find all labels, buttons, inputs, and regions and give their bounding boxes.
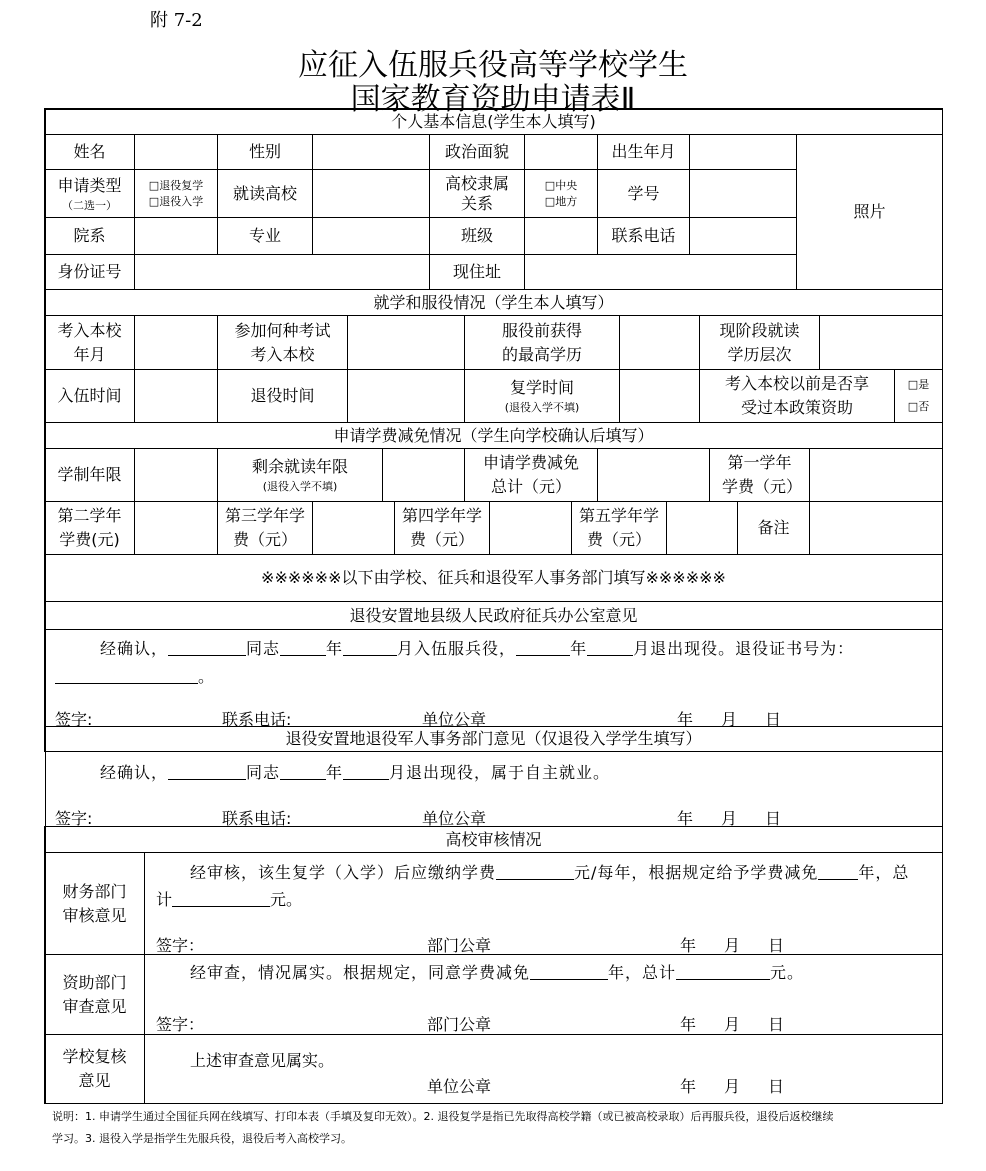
label-y2: 第二学年学费(元) (44, 501, 135, 555)
label-school: 就读高校 (217, 169, 313, 218)
field-exam[interactable] (347, 315, 465, 370)
field-major[interactable] (312, 217, 430, 255)
page-title: 应征入伍服兵役高等学校学生 (298, 48, 688, 83)
field-discharge[interactable] (347, 369, 465, 423)
label-y3: 第三学年学费（元） (217, 501, 313, 555)
blank[interactable] (280, 763, 326, 780)
label-total: 申请学费减免总计（元） (464, 448, 598, 502)
month-label: 月 (721, 809, 738, 828)
label-enroll: 考入本校年月 (44, 315, 135, 370)
field-y3[interactable] (312, 501, 395, 555)
conscription-text (100, 636, 854, 659)
text: 计 (156, 890, 173, 909)
remain-label: 剩余就读年限 (251, 457, 348, 477)
label-finance: 财务部门审核意见 (44, 852, 145, 955)
label-enlist: 入伍时间 (44, 369, 135, 423)
blank[interactable] (168, 639, 246, 656)
blank[interactable] (168, 763, 246, 780)
blank[interactable] (818, 863, 858, 880)
type-options (134, 169, 218, 218)
text: 同志 (246, 763, 281, 782)
field-birth[interactable] (689, 134, 797, 170)
month-label: 月 (724, 936, 741, 955)
label-y1: 第一学年学费（元） (709, 448, 810, 502)
checkbox-central[interactable]: □中央 (544, 179, 578, 193)
year-label: 年 (680, 936, 697, 955)
seal-label: 单位公章 (422, 710, 487, 729)
affiliation-options (524, 169, 598, 218)
label-level: 现阶段就读学历层次 (699, 315, 820, 370)
year-label: 年 (680, 1015, 697, 1034)
funded-options (894, 369, 943, 423)
text: 月退出现役。退役证书号为： (633, 639, 855, 658)
label-id: 身份证号 (44, 254, 135, 290)
year-label: 年 (677, 809, 694, 828)
day-label: 日 (768, 936, 785, 955)
annex-number: 附 7-2 (150, 10, 203, 31)
field-edu[interactable] (619, 315, 700, 370)
type-note: （二选一） (62, 198, 117, 212)
sign-label: 签字： (156, 936, 205, 955)
text: 元/每年，根据规定给予学费减免 (574, 863, 819, 882)
review-text: 上述审查意见属实。 (190, 1051, 335, 1070)
label-student-no: 学号 (597, 169, 690, 218)
section-header-tuition: 申请学费减免情况（学生向学校确认后填写） (44, 422, 943, 449)
field-total[interactable] (597, 448, 710, 502)
checkbox-enter-study[interactable]: □退役入学 (148, 194, 204, 208)
label-review: 学校复核意见 (44, 1034, 145, 1104)
section-header-review: 高校审核情况 (44, 826, 943, 853)
unit-seal-label: 单位公章 (427, 1077, 492, 1096)
footnote-line-2: 学习。3. 退役入学是指学生先服兵役，退役后考入高校学习。 (52, 1132, 352, 1145)
blank[interactable] (172, 890, 270, 907)
phone-label: 联系电话: (222, 710, 292, 729)
label-affiliation: 高校隶属关系 (429, 169, 525, 218)
field-remark[interactable] (809, 501, 943, 555)
section-header-personal: 个人基本信息(学生本人填写) (44, 108, 943, 135)
aid-text (190, 960, 804, 983)
day-label: 日 (765, 710, 782, 729)
phone-label: 联系电话: (222, 809, 292, 828)
label-political: 政治面貌 (429, 134, 525, 170)
blank[interactable] (530, 963, 608, 980)
blank[interactable] (516, 639, 570, 656)
text: 年，总计 (608, 963, 677, 982)
field-gender[interactable] (312, 134, 430, 170)
dept-seal-label: 部门公章 (427, 1015, 492, 1034)
page-subtitle: 国家教育资助申请表Ⅱ (350, 82, 636, 117)
day-label: 日 (768, 1015, 785, 1034)
field-level[interactable] (819, 315, 943, 370)
label-birth: 出生年月 (597, 134, 690, 170)
blank[interactable] (496, 863, 574, 880)
field-y4[interactable] (489, 501, 572, 555)
blank[interactable] (587, 639, 633, 656)
month-label: 月 (724, 1077, 741, 1096)
text: 经审核，该生复学（入学）后应缴纳学费 (190, 863, 497, 882)
text: 经确认， (100, 763, 169, 782)
label-y4: 第四学年学费（元） (394, 501, 490, 555)
text: 月入伍服兵役， (397, 639, 517, 658)
section-header-service: 就学和服役情况（学生本人填写） (44, 289, 943, 316)
blank[interactable] (343, 639, 397, 656)
type-label: 申请类型 (57, 175, 122, 195)
checkbox-return-study[interactable]: □退役复学 (148, 179, 204, 193)
seal-label: 单位公章 (422, 809, 487, 828)
blank[interactable] (280, 639, 326, 656)
label-y5: 第五学年学费（元） (571, 501, 667, 555)
sign-label: 签字: (55, 710, 93, 729)
label-type (44, 169, 135, 218)
label-major: 专业 (217, 217, 313, 255)
section-header-veterans: 退役安置地退役军人事务部门意见（仅退役入学学生填写） (44, 726, 943, 752)
section-header-conscription: 退役安置地县级人民政府征兵办公室意见 (44, 601, 943, 630)
label-discharge: 退役时间 (217, 369, 348, 423)
text: 年，总 (858, 863, 910, 882)
footnote-line-1: 说明：1. 申请学生通过全国征兵网在线填写、打印本表（手填及复印无效）。2. 退役复学是指已先取得高校学籍（或已被高校录取）后再服兵役，退役后返校继续 (52, 1110, 834, 1123)
dept-seal-label: 部门公章 (427, 936, 492, 955)
label-address: 现住址 (429, 254, 525, 290)
sign-label: 签字： (156, 1015, 205, 1034)
field-resume[interactable] (619, 369, 700, 423)
remain-note: (退役入学不填) (262, 480, 338, 494)
field-address[interactable] (524, 254, 797, 290)
resume-note: (退役入学不填) (504, 401, 580, 415)
text: 年 (326, 639, 344, 658)
label-aid: 资助部门审查意见 (44, 954, 145, 1035)
field-remain[interactable] (382, 448, 465, 502)
field-class[interactable] (524, 217, 598, 255)
label-edu: 服役前获得的最高学历 (464, 315, 620, 370)
text: 经确认， (100, 639, 169, 658)
field-y2[interactable] (134, 501, 218, 555)
text: 年 (570, 639, 588, 658)
blank[interactable] (676, 963, 770, 980)
text: 经审查，情况属实。根据规定，同意学费减免 (190, 963, 531, 982)
text: 元。 (270, 890, 303, 909)
text: 。 (198, 667, 215, 686)
year-label: 年 (680, 1077, 697, 1096)
month-label: 月 (721, 710, 738, 729)
field-enroll[interactable] (134, 315, 218, 370)
text: 月退出现役，属于自主就业。 (389, 763, 611, 782)
year-label: 年 (677, 710, 694, 729)
field-y1[interactable] (809, 448, 943, 502)
checkbox-no[interactable]: □否 (907, 400, 930, 413)
finance-text-2 (156, 887, 302, 910)
blank[interactable] (343, 763, 389, 780)
label-dept: 院系 (44, 217, 135, 255)
field-years[interactable] (134, 448, 218, 502)
field-enlist[interactable] (134, 369, 218, 423)
finance-text (190, 860, 909, 883)
label-phone: 联系电话 (597, 217, 690, 255)
label-remark: 备注 (737, 501, 810, 555)
field-student-no[interactable] (689, 169, 797, 218)
field-name[interactable] (134, 134, 218, 170)
label-resume (464, 369, 620, 423)
authority-banner: ※※※※※※以下由学校、征兵和退役军人事务部门填写※※※※※※ (44, 554, 943, 602)
resume-label: 复学时间 (509, 378, 574, 398)
cert-number-blank[interactable] (55, 667, 198, 684)
text: 同志 (246, 639, 281, 658)
label-gender: 性别 (217, 134, 313, 170)
label-remain (217, 448, 383, 502)
field-political[interactable] (524, 134, 598, 170)
checkbox-local[interactable]: □地方 (544, 194, 578, 208)
field-phone[interactable] (689, 217, 797, 255)
day-label: 日 (765, 809, 782, 828)
photo-box: 照片 (796, 134, 943, 290)
label-funded: 考入本校以前是否享受过本政策资助 (699, 369, 895, 423)
label-exam: 参加何种考试考入本校 (217, 315, 348, 370)
checkbox-yes[interactable]: □是 (907, 378, 930, 391)
text: 年 (326, 763, 344, 782)
sign-label: 签字: (55, 809, 93, 828)
field-school[interactable] (312, 169, 430, 218)
label-name: 姓名 (44, 134, 135, 170)
field-y5[interactable] (666, 501, 738, 555)
field-dept[interactable] (134, 217, 218, 255)
label-years: 学制年限 (44, 448, 135, 502)
text: 元。 (770, 963, 805, 982)
cert-number-line (55, 664, 214, 687)
month-label: 月 (724, 1015, 741, 1034)
label-class: 班级 (429, 217, 525, 255)
veterans-text (100, 760, 610, 783)
day-label: 日 (768, 1077, 785, 1096)
field-id[interactable] (134, 254, 430, 290)
